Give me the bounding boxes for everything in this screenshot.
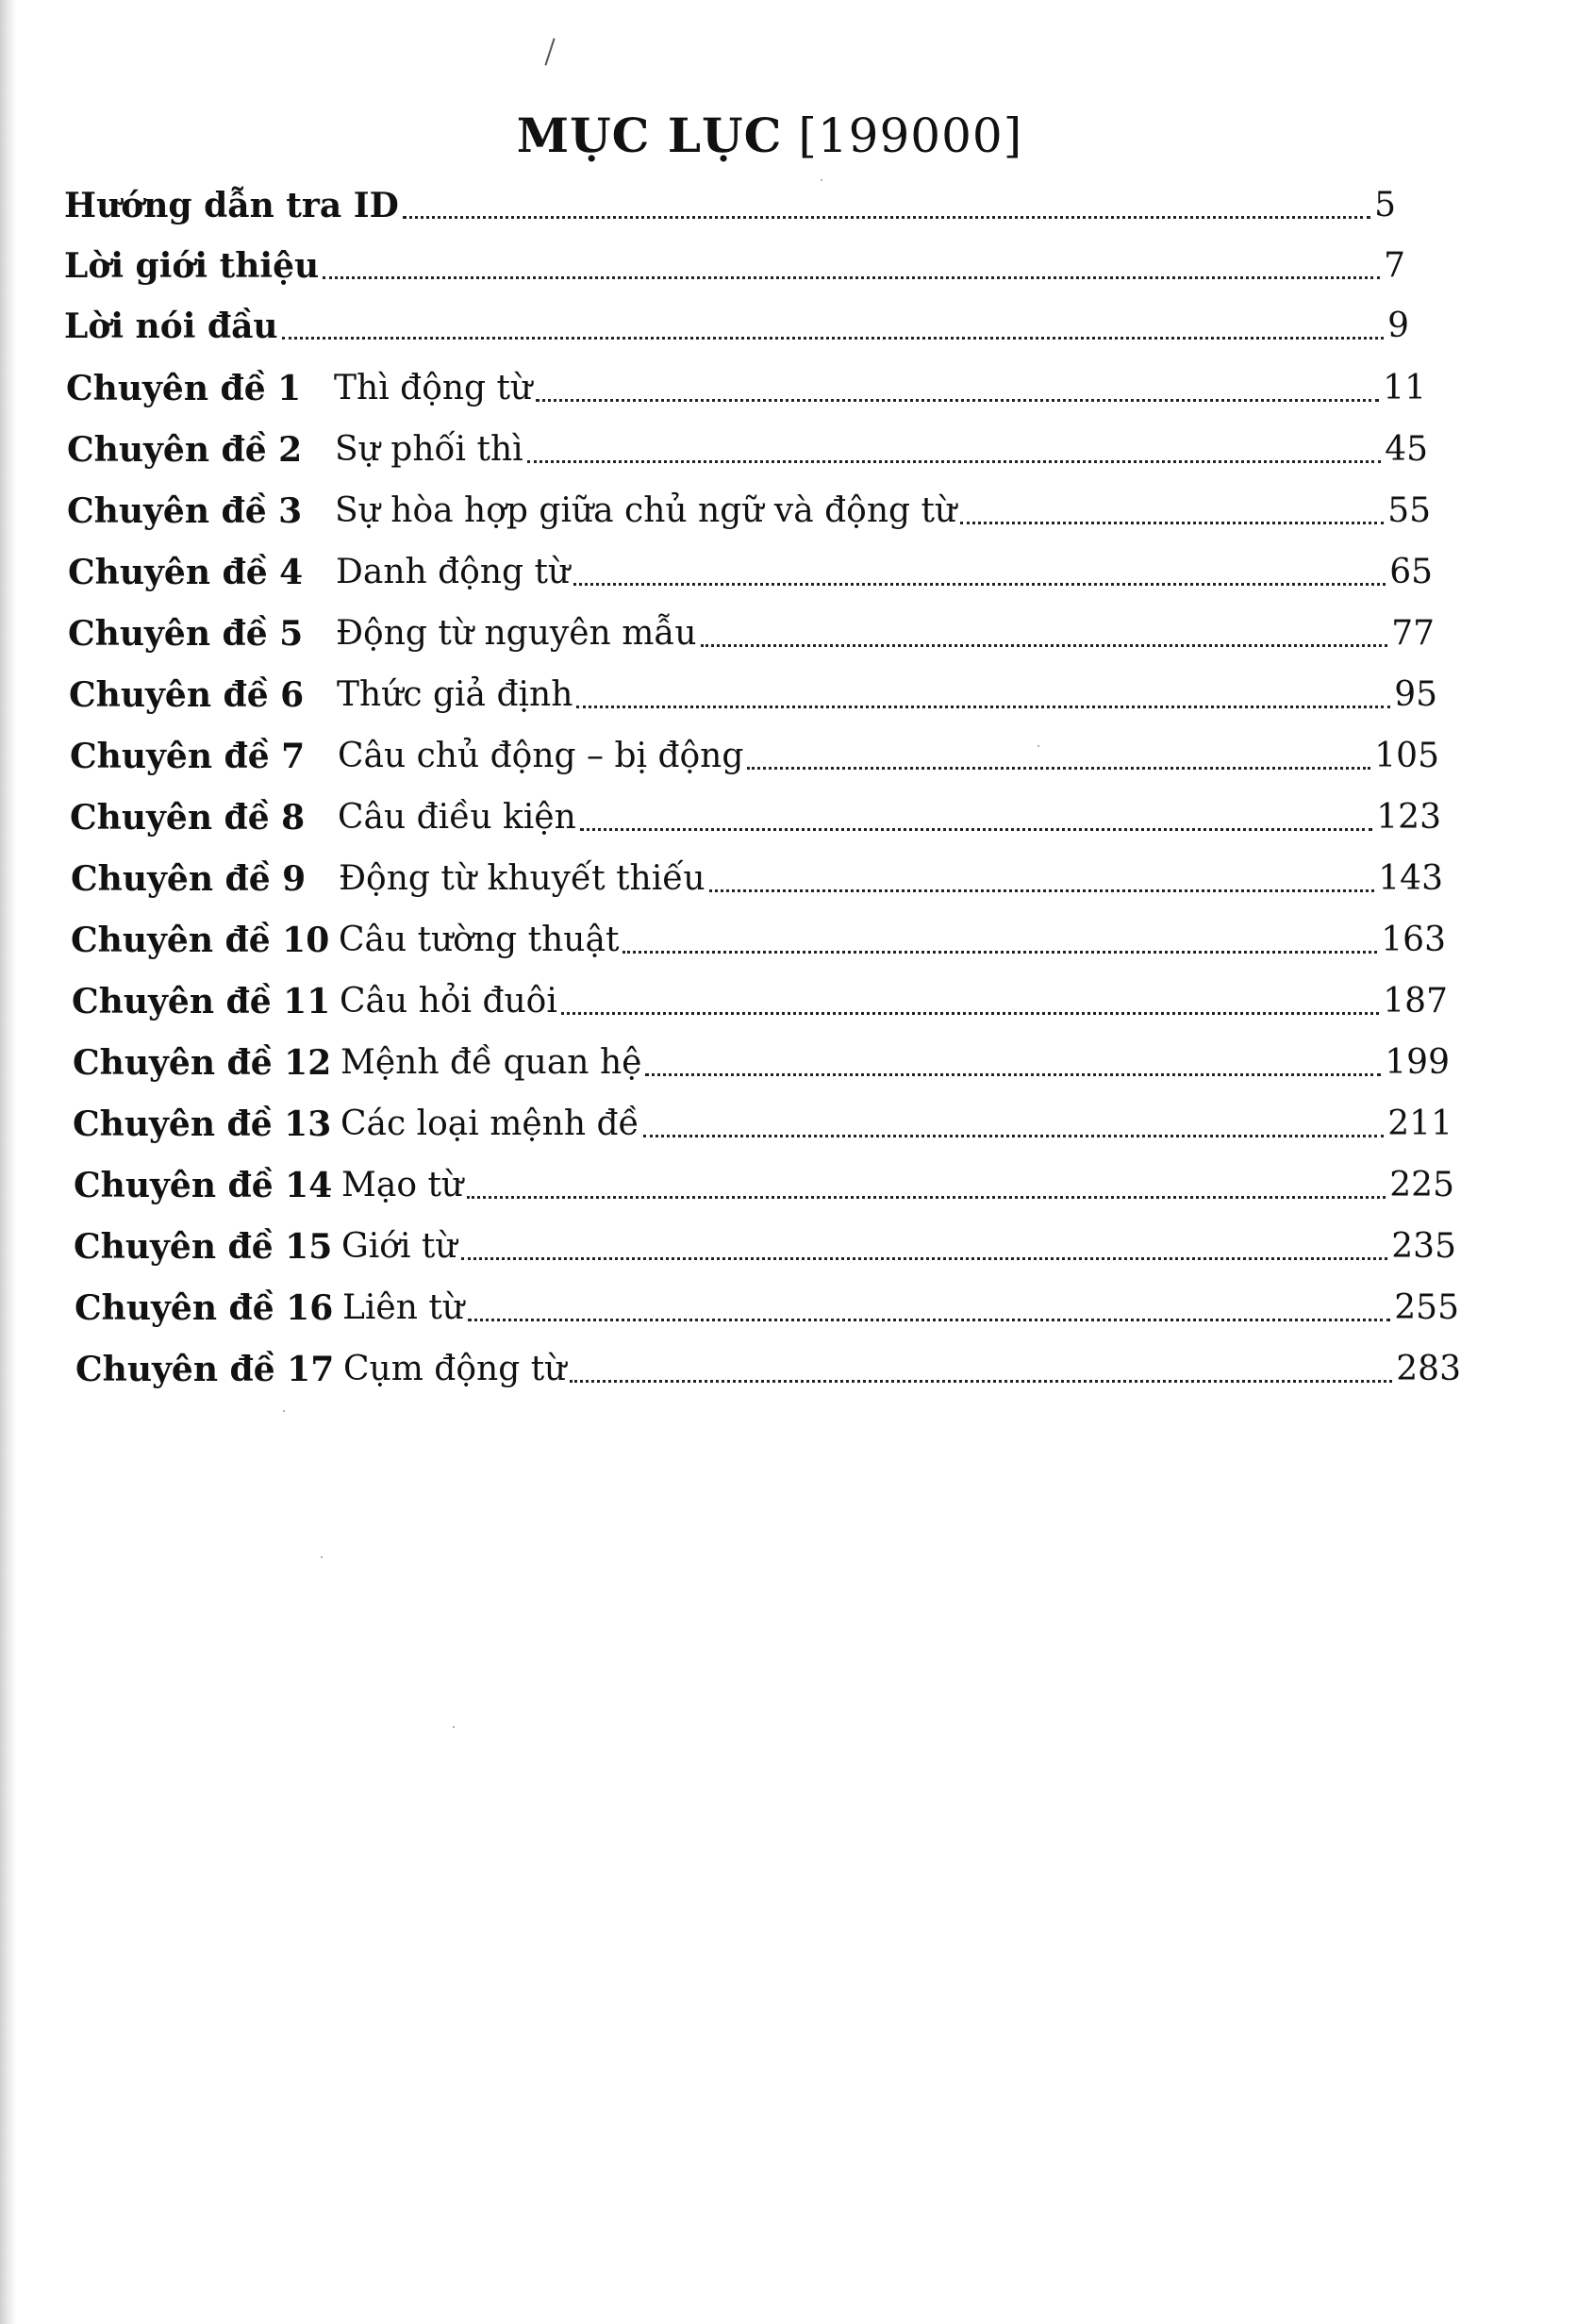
chapter-label: Chuyên đề 17 [75, 1350, 335, 1389]
page-number: 123 [1376, 798, 1441, 837]
toc-entry-chapter[interactable] [69, 671, 1437, 720]
toc-entry-chapter[interactable] [75, 1345, 1461, 1394]
page-number: 65 [1389, 553, 1433, 591]
page-number: 211 [1387, 1104, 1452, 1143]
toc-entry-chapter[interactable] [67, 487, 1431, 536]
toc-entry-chapter[interactable] [71, 855, 1443, 904]
title-main: MỤC LỤC [516, 108, 783, 163]
dot-leader [536, 399, 1379, 402]
page-title [0, 106, 1539, 166]
chapter-title: Mạo từ [341, 1166, 464, 1204]
page-number: 77 [1391, 614, 1435, 653]
chapter-label: Chuyên đề 8 [70, 798, 306, 838]
page-number: 255 [1394, 1288, 1459, 1327]
toc-entry-chapter[interactable] [74, 1222, 1456, 1271]
scan-speck [321, 1556, 323, 1558]
dot-leader [576, 706, 1390, 708]
dot-leader [561, 1012, 1379, 1015]
toc-entry-chapter[interactable] [73, 1038, 1450, 1087]
chapter-title: Động từ khuyết thiếu [339, 859, 706, 898]
entry-title: Lời nói đầu [64, 307, 278, 346]
toc-entry-chapter[interactable] [68, 548, 1433, 597]
dot-leader [527, 460, 1382, 463]
chapter-title: Liên từ [342, 1288, 465, 1327]
chapter-title: Thì động từ [334, 369, 533, 407]
chapter-title: Cụm động từ [343, 1350, 567, 1388]
chapter-label: Chuyên đề 14 [74, 1166, 333, 1205]
toc-entry-chapter[interactable] [72, 977, 1448, 1026]
chapter-title: Mệnh đề quan hệ [340, 1043, 642, 1082]
page-number: 9 [1387, 307, 1409, 345]
chapter-title: Giới từ [341, 1227, 457, 1266]
chapter-label: Chuyên đề 16 [75, 1288, 334, 1328]
dot-leader [323, 276, 1380, 279]
chapter-title: Thức giả định [337, 675, 573, 714]
toc-entry-chapter[interactable] [73, 1100, 1452, 1149]
chapter-title: Danh động từ [336, 553, 571, 591]
page-number: 11 [1383, 369, 1426, 407]
page-number: 143 [1378, 859, 1443, 898]
page-number: 5 [1374, 186, 1396, 224]
chapter-label: Chuyên đề 4 [68, 553, 304, 592]
dot-leader [709, 889, 1375, 892]
entry-title: Hướng dẫn tra ID [64, 186, 399, 225]
page-number: 163 [1381, 921, 1446, 959]
toc-entry-front[interactable] [64, 302, 1409, 351]
chapter-label: Chuyên đề 2 [67, 430, 303, 470]
chapter-label: Chuyên đề 5 [68, 614, 304, 654]
toc-entry-chapter[interactable] [67, 425, 1428, 474]
dot-leader [573, 583, 1386, 586]
scan-speck [283, 1410, 285, 1412]
toc-entry-chapter[interactable] [74, 1161, 1454, 1210]
dot-leader [960, 522, 1384, 524]
dot-leader [747, 767, 1370, 770]
dot-leader [468, 1319, 1390, 1321]
dot-leader [403, 216, 1370, 219]
chapter-label: Chuyên đề 15 [74, 1227, 333, 1267]
chapter-label: Chuyên đề 13 [73, 1104, 332, 1144]
title-code: [199000] [798, 108, 1023, 163]
page-number: 199 [1385, 1043, 1450, 1082]
toc-entry-chapter[interactable] [70, 732, 1439, 781]
page-number: 283 [1396, 1350, 1461, 1388]
page-number: 45 [1385, 430, 1428, 469]
page-number: 95 [1394, 675, 1437, 714]
chapter-label: Chuyên đề 12 [73, 1043, 332, 1083]
chapter-label: Chuyên đề 3 [67, 491, 303, 531]
entry-title: Lời giới thiệu [64, 246, 320, 286]
page-number: 235 [1391, 1227, 1456, 1266]
dot-leader [467, 1196, 1386, 1199]
chapter-label: Chuyên đề 11 [72, 982, 331, 1021]
chapter-title: Sự phối thì [335, 430, 523, 469]
chapter-title: Câu tường thuật [339, 921, 620, 959]
chapter-title: Động từ nguyên mẫu [336, 614, 697, 653]
chapter-title: Câu chủ động – bị động [338, 737, 744, 775]
toc-entry-chapter[interactable] [66, 364, 1426, 413]
toc-entry-chapter[interactable] [68, 609, 1435, 658]
scan-speck [453, 1726, 455, 1728]
toc-entry-chapter[interactable] [71, 916, 1446, 965]
chapter-title: Câu hỏi đuôi [340, 982, 557, 1021]
dot-leader [580, 828, 1372, 831]
chapter-label: Chuyên đề 7 [70, 737, 306, 776]
chapter-label: Chuyên đề 10 [71, 921, 330, 960]
toc-entry-front[interactable] [64, 181, 1396, 230]
dot-leader [282, 337, 1384, 340]
chapter-label: Chuyên đề 9 [71, 859, 307, 899]
dot-leader [643, 1135, 1385, 1137]
dot-leader [645, 1073, 1381, 1076]
dot-leader [622, 951, 1377, 954]
toc-entry-chapter[interactable] [75, 1284, 1459, 1333]
page-number: 7 [1384, 246, 1405, 285]
chapter-title: Câu điều kiện [338, 798, 576, 837]
page-number: 225 [1389, 1166, 1454, 1204]
dot-leader [461, 1257, 1388, 1260]
chapter-label: Chuyên đề 1 [66, 369, 302, 408]
toc-entry-front[interactable] [64, 241, 1405, 290]
chapter-label: Chuyên đề 6 [69, 675, 305, 715]
page-number: 105 [1374, 737, 1439, 775]
scanned-page-edge [0, 0, 17, 2324]
toc-entry-chapter[interactable] [70, 793, 1441, 842]
dot-leader [701, 644, 1388, 647]
chapter-title: Các loại mệnh đề [340, 1104, 639, 1143]
page-number: 187 [1383, 982, 1448, 1021]
chapter-title: Sự hòa hợp giữa chủ ngữ và động từ [335, 491, 957, 530]
dot-leader [570, 1380, 1392, 1383]
page-number: 55 [1387, 491, 1431, 530]
pen-mark [544, 38, 555, 65]
